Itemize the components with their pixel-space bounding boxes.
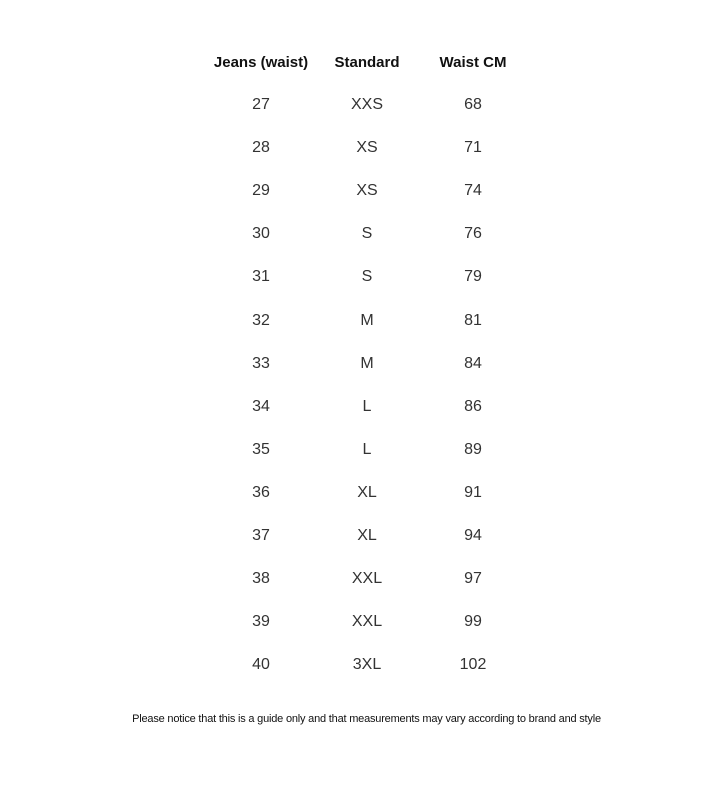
cell-standard-size: XS <box>356 139 378 156</box>
cell-jeans-waist: 32 <box>252 312 270 329</box>
cell-standard-size: S <box>361 225 373 242</box>
cell-jeans-waist: 36 <box>252 484 270 501</box>
cell-jeans-waist: 29 <box>252 182 270 199</box>
cell-jeans-waist: 39 <box>252 613 270 630</box>
cell-waist-cm: 84 <box>464 355 482 372</box>
cell-waist-cm: 97 <box>464 570 482 587</box>
cell-standard-size: L <box>362 398 372 415</box>
cell-waist-cm: 74 <box>464 182 482 199</box>
cell-standard-size: M <box>360 355 374 372</box>
cell-jeans-waist: 37 <box>252 527 270 544</box>
cell-waist-cm: 68 <box>464 96 482 113</box>
cell-standard-size: XL <box>357 527 377 544</box>
cell-waist-cm: 99 <box>464 613 482 630</box>
cell-standard-size: L <box>362 441 372 458</box>
cell-waist-cm: 71 <box>464 139 482 156</box>
cell-standard-size: XXL <box>351 570 383 587</box>
cell-jeans-waist: 35 <box>252 441 270 458</box>
cell-waist-cm: 76 <box>464 225 482 242</box>
cell-waist-cm: 94 <box>464 527 482 544</box>
cell-waist-cm: 81 <box>464 312 482 329</box>
disclaimer-note: Please notice that this is a guide only and that measurements may vary according to brand and style <box>132 713 601 725</box>
cell-jeans-waist: 40 <box>252 656 270 673</box>
cell-jeans-waist: 31 <box>252 268 270 285</box>
cell-standard-size: XL <box>357 484 377 501</box>
cell-standard-size: M <box>360 312 374 329</box>
cell-waist-cm: 89 <box>464 441 482 458</box>
cell-jeans-waist: 28 <box>252 139 270 156</box>
cell-standard-size: XXS <box>350 96 383 113</box>
cell-standard-size: XS <box>356 182 378 199</box>
cell-waist-cm: 91 <box>464 484 482 501</box>
cell-jeans-waist: 27 <box>252 96 270 113</box>
cell-standard-size: S <box>361 268 373 285</box>
cell-waist-cm: 86 <box>464 398 482 415</box>
cell-standard-size: 3XL <box>352 656 382 673</box>
cell-standard-size: XXL <box>351 613 383 630</box>
cell-jeans-waist: 38 <box>252 570 270 587</box>
cell-waist-cm: 102 <box>459 656 487 673</box>
header-standard: Standard <box>334 54 400 71</box>
header-waist-cm: Waist CM <box>439 54 507 71</box>
cell-waist-cm: 79 <box>464 268 482 285</box>
cell-jeans-waist: 33 <box>252 355 270 372</box>
cell-jeans-waist: 30 <box>252 225 270 242</box>
cell-jeans-waist: 34 <box>252 398 270 415</box>
header-jeans-waist: Jeans (waist) <box>213 54 309 71</box>
